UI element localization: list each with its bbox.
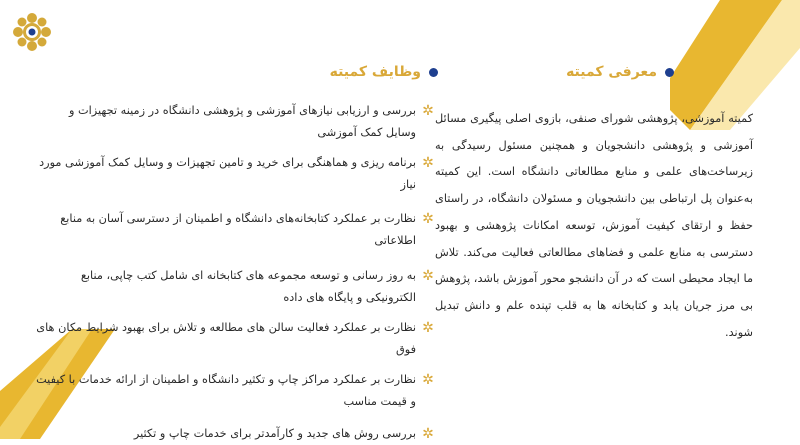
- duty-text: بررسی روش های جدید و کارآمدتر برای خدمات چاپ و تکثیر: [133, 427, 416, 440]
- duty-item: [36, 100, 436, 144]
- sparkle-bullet-icon: ✲: [422, 103, 434, 119]
- sparkle-bullet-icon: ✲: [422, 372, 434, 388]
- duty-text: نظارت بر عملکرد فعالیت سالن های مطالعه و تلاش برای بهبود شرایط مکان های فوق: [36, 321, 416, 356]
- duty-text: نظارت بر عملکرد مراکز چاپ و تکثیر دانشگاه و اطمینان از ارائه خدمات با کیفیت و قیمت مناسب: [36, 373, 416, 408]
- duty-item: [36, 317, 436, 361]
- duty-item: [36, 208, 436, 252]
- sparkle-bullet-icon: ✲: [422, 426, 434, 442]
- ornamental-logo-icon: [12, 12, 52, 52]
- sparkle-bullet-icon: ✲: [422, 268, 434, 284]
- duties-heading: [330, 64, 438, 80]
- duty-text: نظارت بر عملکرد کتابخانه‌های دانشگاه و اطمینان از دسترسی آسان به منابع اطلاعاتی: [60, 212, 416, 247]
- duty-item: [36, 152, 436, 196]
- duty-item: [36, 423, 436, 445]
- intro-heading-label: معرفی کمیته: [566, 64, 657, 80]
- intro-heading: [566, 64, 674, 80]
- duty-item: [36, 369, 436, 413]
- duty-text: به روز رسانی و توسعه مجموعه های کتابخانه ای شامل کتب چاپی، منابع الکترونیکی و پایگاه های داده: [80, 269, 416, 304]
- heading-dot-icon: [665, 68, 674, 77]
- sparkle-bullet-icon: ✲: [422, 211, 434, 227]
- intro-paragraph: کمیته آموزشی، پژوهشی شورای صنفی، بازوی اصلی پیگیری مسائل آموزشی و پژوهشی دانشجویان و همچنین مسئول رسیدگی به زیرساخت‌های علمی و منابع مطالعاتی دانشگاه است. این کمیته به‌عنوان پل ارتباطی بین دانشجویان و مسئولان دانشگاه، در راستای حفظ و ارتقای کیفیت آموزش، توسعه امکانات پژوهشی و بهبود دسترسی به منابع علمی و فضاهای مطالعاتی فعالیت می‌کند. تلاش ما ایجاد محیطی است که در آن دانشجو محور آموزش باشد، پژوهش بی مرز جریان یابد و کتابخانه ها به قلب تپنده علم و دانش تبدیل شوند.: [435, 112, 753, 339]
- sparkle-bullet-icon: ✲: [422, 320, 434, 336]
- heading-dot-icon: [429, 68, 438, 77]
- sparkle-bullet-icon: ✲: [422, 155, 434, 171]
- duties-heading-label: وظایف کمیته: [329, 64, 421, 80]
- duty-text: برنامه ریزی و هماهنگی برای خرید و تامین تجهیزات و وسایل کمک آموزشی مورد نیاز: [39, 156, 416, 191]
- duties-list: [36, 100, 436, 445]
- duty-text: بررسی و ارزیابی نیازهای آموزشی و پژوهشی دانشگاه در زمینه تجهیزات و وسایل کمک آموزشی: [68, 104, 416, 139]
- duty-item: [36, 265, 436, 309]
